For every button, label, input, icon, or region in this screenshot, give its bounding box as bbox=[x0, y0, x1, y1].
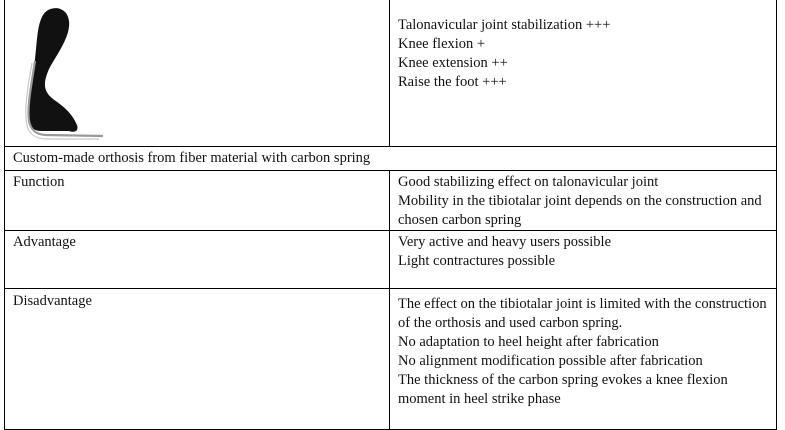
row-text: Good stabilizing effect on talonavicular joint bbox=[398, 174, 659, 190]
image-row bbox=[5, 0, 776, 146]
feature-item: Knee flexion + bbox=[398, 36, 486, 52]
table-title: Custom-made orthosis from fiber material with carbon spring bbox=[13, 150, 371, 166]
table-row bbox=[5, 170, 776, 230]
row-text: The thickness of the carbon spring evokes a knee flexion moment in heel strike phase bbox=[398, 372, 728, 407]
row-text: Light contractures possible bbox=[398, 253, 556, 269]
feature-item: Talonavicular joint stabilization +++ bbox=[398, 17, 611, 33]
orthosis-table bbox=[4, 0, 777, 430]
feature-list bbox=[390, 0, 776, 146]
row-text: Mobility in the tibiotalar joint depends on the construction and chosen carbon spring bbox=[398, 193, 762, 228]
feature-item: Knee extension ++ bbox=[398, 55, 508, 71]
feature-item: Raise the foot +++ bbox=[398, 74, 507, 90]
row-text: No alignment modification possible after fabrication bbox=[398, 353, 703, 369]
row-label-function: Function bbox=[13, 174, 65, 190]
row-text: Very active and heavy users possible bbox=[398, 234, 612, 250]
row-label-disadvantage: Disadvantage bbox=[13, 293, 92, 309]
row-text: No adaptation to heel height after fabrication bbox=[398, 334, 659, 350]
row-text: The effect on the tibiotalar joint is limited with the construction of the orthosis and used carbon spring. bbox=[398, 296, 767, 331]
carbon-spring-orthosis-drawing bbox=[19, 7, 109, 142]
row-label-advantage: Advantage bbox=[13, 234, 76, 250]
table-row bbox=[5, 230, 776, 288]
title-row bbox=[5, 146, 776, 170]
table-row bbox=[5, 288, 776, 430]
orthosis-image-cell bbox=[5, 0, 390, 146]
